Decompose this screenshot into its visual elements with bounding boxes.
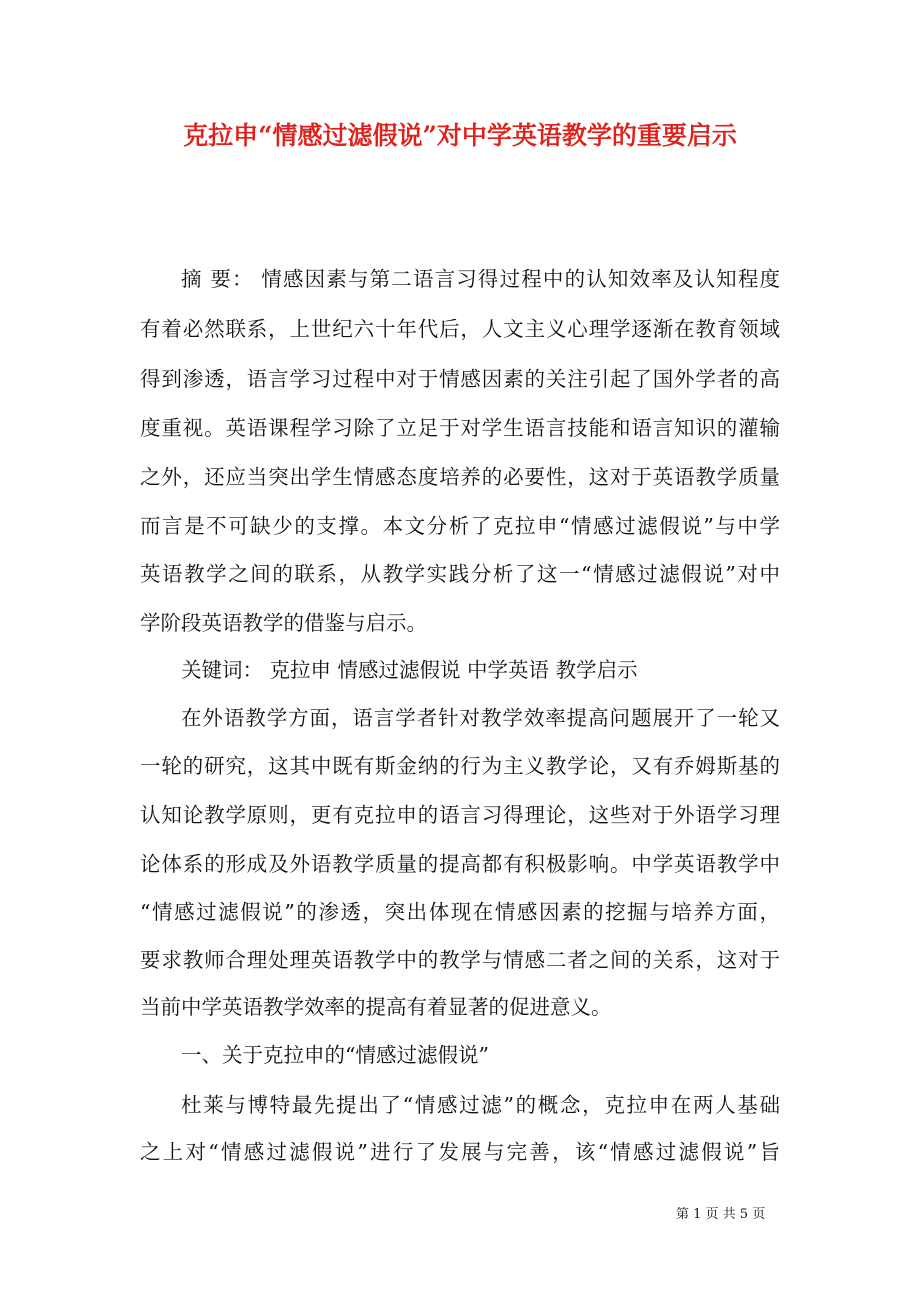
body-line: 论体系的形成及外语教学质量的提高都有积极影响。中学英语教学中: [140, 852, 780, 876]
keywords-line: 关键词： 克拉申 情感过滤假说 中学英语 教学启示: [181, 658, 638, 682]
body-line: 要求教师合理处理英语教学中的教学与情感二者之间的关系，这对于: [140, 948, 780, 972]
body-line: 之上对“情感过滤假说”进行了发展与完善，该“情感过滤假说”旨: [140, 1140, 780, 1164]
document-title: 克拉申“情感过滤假说”对中学英语教学的重要启示: [183, 121, 737, 150]
page-number: 第 1 页 共 5 页: [676, 1207, 766, 1222]
body-line: “情感过滤假说”的渗透，突出体现在情感因素的挖掘与培养方面，: [140, 900, 780, 924]
abstract-line: 有着必然联系，上世纪六十年代后，人文主义心理学逐渐在教育领域: [140, 317, 780, 341]
body-line: 认知论教学原则，更有克拉申的语言习得理论，这些对于外语学习理: [140, 803, 780, 827]
body-line: 一轮的研究，这其中既有斯金纳的行为主义教学论，又有乔姆斯基的: [140, 754, 780, 778]
abstract-line: 之外，还应当突出学生情感态度培养的必要性，这对于英语教学质量: [140, 465, 780, 489]
abstract-line: 英语教学之间的联系，从教学实践分析了这一“情感过滤假说”对中: [140, 562, 780, 586]
body-line: 在外语教学方面，语言学者针对教学效率提高问题展开了一轮又: [181, 706, 780, 730]
abstract-line: 而言是不可缺少的支撑。本文分析了克拉申“情感过滤假说”与中学: [140, 514, 780, 538]
abstract-line: 摘 要： 情感因素与第二语言习得过程中的认知效率及认知程度: [181, 267, 780, 291]
body-line: 杜莱与博特最先提出了“情感过滤”的概念，克拉申在两人基础: [181, 1093, 780, 1117]
section-heading: 一、关于克拉申的“情感过滤假说”: [181, 1043, 489, 1067]
abstract-line: 得到渗透，语言学习过程中对于情感因素的关注引起了国外学者的高: [140, 367, 780, 391]
body-line: 当前中学英语教学效率的提高有着显著的促进意义。: [140, 995, 612, 1019]
abstract-line: 度重视。英语课程学习除了立足于对学生语言技能和语言知识的灌输: [140, 416, 780, 440]
abstract-line: 学阶段英语教学的借鉴与启示。: [140, 611, 427, 635]
